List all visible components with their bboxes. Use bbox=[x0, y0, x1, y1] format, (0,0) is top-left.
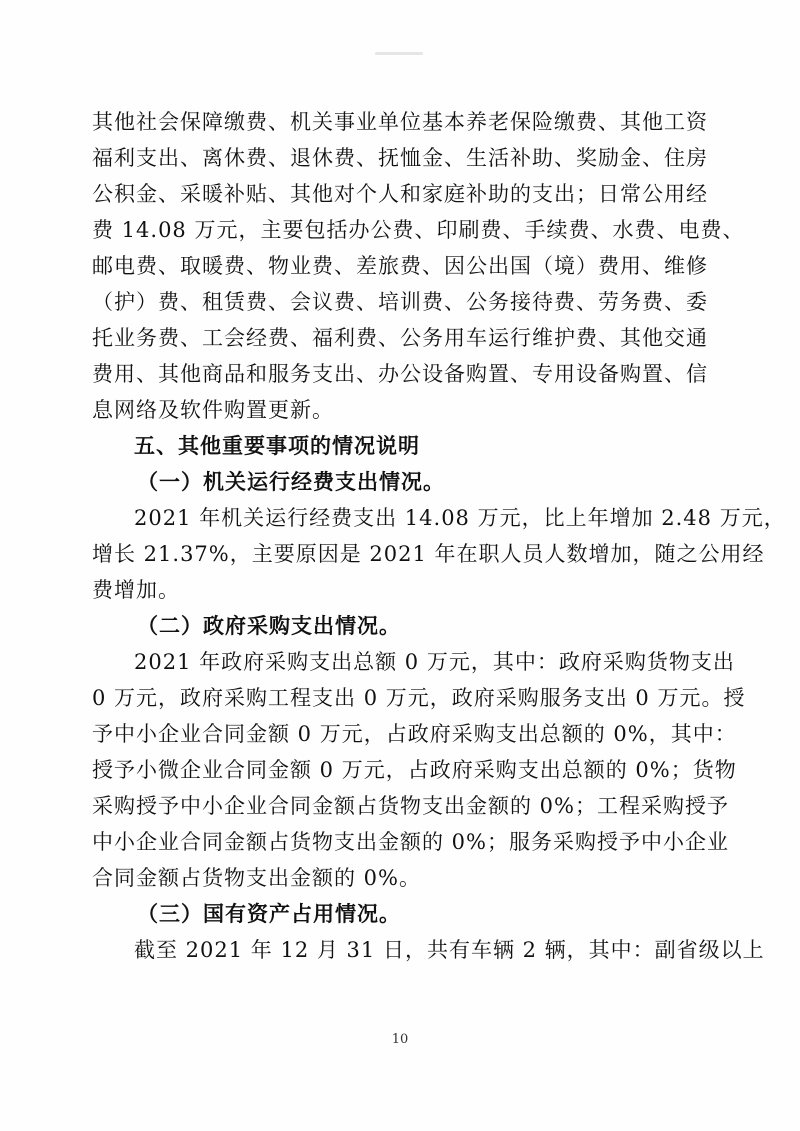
subsection-heading: （二）政府采购支出情况。 bbox=[137, 613, 401, 638]
body-line: 增长 21.37%，主要原因是 2021 年在职人员人数增加，随之公用经 bbox=[92, 542, 765, 566]
body-line: 予中小企业合同金额 0 万元，占政府采购支出总额的 0%，其中： bbox=[92, 722, 737, 746]
body-line: 2021 年政府采购支出总额 0 万元，其中：政府采购货物支出 bbox=[134, 650, 735, 674]
subsection-heading: （三）国有资产占用情况。 bbox=[137, 901, 401, 926]
body-line: 息网络及软件购置更新。 bbox=[92, 398, 334, 422]
document-body bbox=[92, 104, 786, 968]
body-line: 费用、其他商品和服务支出、办公设备购置、专用设备购置、信 bbox=[92, 362, 708, 386]
page-number: 10 bbox=[391, 1032, 409, 1047]
body-line: 费增加。 bbox=[92, 578, 180, 602]
body-line: 采购授予中小企业合同金额占货物支出金额的 0%；工程采购授予 bbox=[92, 794, 729, 818]
body-line: 其他社会保障缴费、机关事业单位基本养老保险缴费、其他工资 bbox=[92, 110, 708, 134]
subsection-heading: （一）机关运行经费支出情况。 bbox=[137, 469, 445, 494]
body-line: 2021 年机关运行经费支出 14.08 万元，比上年增加 2.48 万元， bbox=[134, 506, 786, 530]
body-line: 0 万元，政府采购工程支出 0 万元，政府采购服务支出 0 万元。授 bbox=[92, 686, 746, 710]
body-line: 托业务费、工会经费、福利费、公务用车运行维护费、其他交通 bbox=[92, 326, 708, 350]
body-line: 截至 2021 年 12 月 31 日，共有车辆 2 辆，其中：副省级以上 bbox=[134, 938, 765, 962]
section-heading: 五、其他重要事项的情况说明 bbox=[134, 433, 420, 458]
scan-mark bbox=[375, 52, 423, 55]
body-line: 合同金额占货物支出金额的 0%。 bbox=[92, 866, 421, 890]
body-line: 邮电费、取暖费、物业费、差旅费、因公出国（境）费用、维修 bbox=[92, 254, 708, 278]
body-line: 福利支出、离休费、退休费、抚恤金、生活补助、奖励金、住房 bbox=[92, 146, 708, 170]
body-line: 费 14.08 万元，主要包括办公费、印刷费、手续费、水费、电费、 bbox=[92, 218, 745, 242]
body-line: 中小企业合同金额占货物支出金额的 0%；服务采购授予中小企业 bbox=[92, 830, 729, 854]
body-line: 公积金、采暖补贴、其他对个人和家庭补助的支出；日常公用经 bbox=[92, 182, 708, 206]
body-line: （护）费、租赁费、会议费、培训费、公务接待费、劳务费、委 bbox=[92, 290, 708, 314]
body-line: 授予小微企业合同金额 0 万元，占政府采购支出总额的 0%；货物 bbox=[92, 758, 737, 782]
